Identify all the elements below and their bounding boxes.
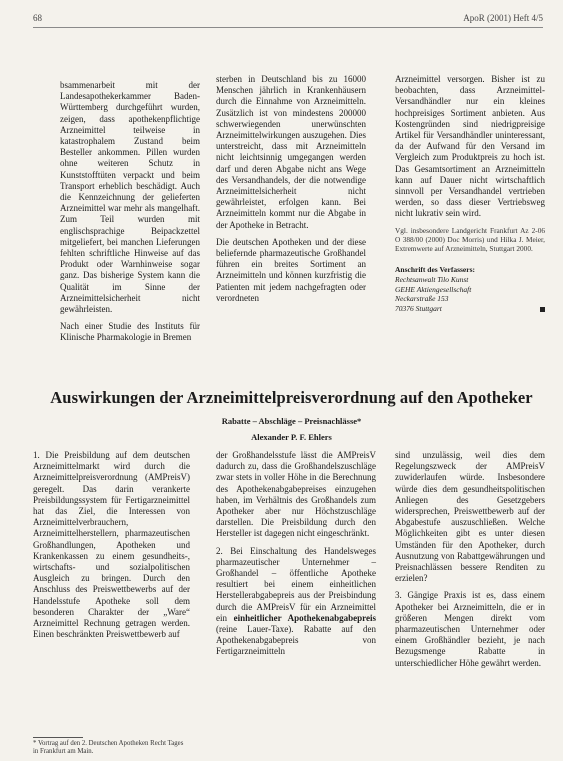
paragraph: sterben in Deutschland bis zu 16000 Menschen jährlich in Krankenhäusern durch die Einnahme von Arzneimitteln. Zusätzlich ist von mindestens 200000 schwerwiegenden unerwünschten Arzneimittelwirkungen auszugehen. Dies unterstreicht, dass mit Arzneimitteln nicht leichtsinnig umgegangen werden darf und deren Abgabe nicht ans Wege des Versandhandels, der die notwendige Arzneimittelsicherheit nicht gewährleistet, erfolgen kann. Bei Arzneimitteln kommt nur die Abgabe in der Apotheke in Betracht. [216, 74, 366, 230]
header-rule [33, 27, 543, 28]
top-column-3 [395, 74, 545, 313]
top-column-2 [216, 74, 366, 310]
paragraph: sind unzulässig, weil dies dem Regelungszweck der AMPreisV zuwiderlaufen würde. Insbesondere würde dies dem gesundheitspolitischen Anliegen des Gesetzgebers widersprechen, Preiswettbewerb auf der Abgabestufe auszuschließen. Welche Möglichkeiten gibt es unter diesen Umständen für den Apotheker, durch Ausnutzung von Rabattgewährungen und Preisnachlässen bessere Renditen zu erzielen? [395, 450, 545, 584]
article-author: Alexander P. F. Ehlers [251, 432, 332, 442]
article-column-3 [395, 450, 545, 675]
article-title: Auswirkungen der Arzneimittelpreisverordnung auf den Apotheker [50, 388, 533, 407]
article-column-1 [33, 450, 190, 646]
reference-note: Vgl. insbesondere Landgericht Frankfurt Az 2-06 O 388/00 (2000) Doc Morris) und Hilka J. Meier, Extremwerte auf Arzneimitteln, Stuttgart 2000. [395, 225, 545, 254]
top-column-1 [60, 80, 200, 350]
address-heading: Anschrift des Verfassers: [395, 264, 475, 274]
footnote-rule [33, 737, 83, 738]
paragraph: 3. Gängige Praxis ist es, dass einem Apotheker bei Arzneimitteln, die er in größeren Mengen direkt vom pharmazeutischen Unternehmer oder einem Großhändler bezieht, je nach Bezugsmenge Rabatte in unterschiedlicher Höhe gewährt werden. [395, 590, 545, 668]
paragraph: 2. Bei Einschaltung des Handelsweges pharmazeutischer Unternehmer – Großhandel – öffentliche Apotheke resultiert bei einem einheitlichen Herstellerabgabepreis aus der Preisbindung durch die AMPreisV für ein Arzneimittel ein einheitlicher Apothekenabgabepreis (reine Lauer-Taxe). Rabatte auf den Apothekenabgabepreis von Fertigarzneimitteln [216, 545, 376, 657]
footnote: * Vortrag auf den 2. Deutschen Apotheken Recht Tages in Frankfurt am Main. [33, 740, 184, 756]
address-line: Neckarstraße 153 [395, 294, 449, 304]
paragraph: der Großhandelsstufe lässt die AMPreisV dadurch zu, dass die Großhandelszuschläge zwar stets in voller Höhe in die Berechnung des Apothekenabgabepreises einzugehen haben, im Verhältnis des Großhandels zum Apotheker aber nur Höchstzuschläge darstellen. Die Preisbildung durch den Hersteller ist dagegen nicht eingeschränkt. [216, 450, 376, 539]
paragraph: Nach einer Studie des Instituts für Klinische Pharmakologie in Bremen [60, 321, 200, 343]
paragraph: bsammenarbeit mit der Landesapothekerkammer Baden-Württemberg durchgeführt wurden, zeigen, dass apothekenpflichtige Arzneimittel teilweise in katastrophalem Zustand beim Besteller ankommen. Pillen wurden ohne weiteren Schutz in Kunststofftüten verpackt und beim Transport erheblich beschädigt. Auch die Kennzeichnung der gelieferten Arzneimittel war mehr als mangelhaft. Zum Teil wurden mit englischsprachige Beipackzettel mitgeliefert, bei manchen Lieferungen fehlten schriftliche Hinweise auf das Produkt oder Warnhinweise sogar ganz. Das bisherige System kann die Qualität im Sinne der Arzneimittelsicherheit nicht gewährleisten. [60, 80, 200, 315]
address-line: 70376 Stuttgart [395, 304, 545, 314]
emphasized-term: einheitlicher Apothekenabgabepreis [233, 612, 376, 623]
running-header: ApoR (2001) Heft 4/5 [463, 13, 543, 23]
paragraph: Die deutschen Apotheken und der diese beliefernde pharmazeutische Großhandel führen ein breites Sortiment an Arzneimitteln und können kurzfristig die Patienten mit jedem nachgefragten oder verordneten [216, 236, 366, 303]
author-address [395, 275, 545, 313]
article-subtitle: Rabatte – Abschläge – Preisnachlässe* [221, 416, 362, 426]
paragraph: Arzneimittel versorgen. Bisher ist zu beobachten, dass Arzneimittel-Versandhändler nur ein kleines hochpreisiges Sortiment anbieten. Aus Kostengründen sind niedrigpreisige Artikel für Versandhändler uninteressant, da der Aufwand für den Versand im Vergleich zum Produktpreis zu hoch ist. Das Gesamtsortiment an Arzneimitteln kann auf Dauer nicht wirtschaftlich sinnvoll per Versandhandel vertrieben werden, so dass dieser Vertriebsweg nicht lukrativ sein wird. [395, 74, 545, 219]
paragraph: 1. Die Preisbildung auf dem deutschen Arzneimittelmarkt wird durch die Arzneimittelpreisverordnung (AMPreisV) geregelt. Das darin verankerte Preisbildungssystem für Fertigarzneimittel hat das Ziel, die Interessen von Arzneimittelverbrauchern, Arzneimittelherstellern, pharmazeutischen Großhandlungen, Apotheken und Krankenkassen zu einem gesundheits-, wirtschafts- und sozialpolitischen Ausgleich zu bringen. Durch den Anschluss des Preiswettbewerbs auf der Handelsstufe Apotheke soll dem besonderen Charakter der „Ware“ Arzneimittel Rechnung getragen werden. Einen beschränkten Preiswettbewerb auf [33, 450, 190, 640]
page-number: 68 [33, 13, 42, 23]
end-of-article-mark [540, 307, 545, 312]
address-line: GEHE Aktiengesellschaft [395, 284, 472, 294]
article-column-2 [216, 450, 376, 664]
address-line: Rechtsanwalt Tilo Kunst [395, 275, 469, 285]
